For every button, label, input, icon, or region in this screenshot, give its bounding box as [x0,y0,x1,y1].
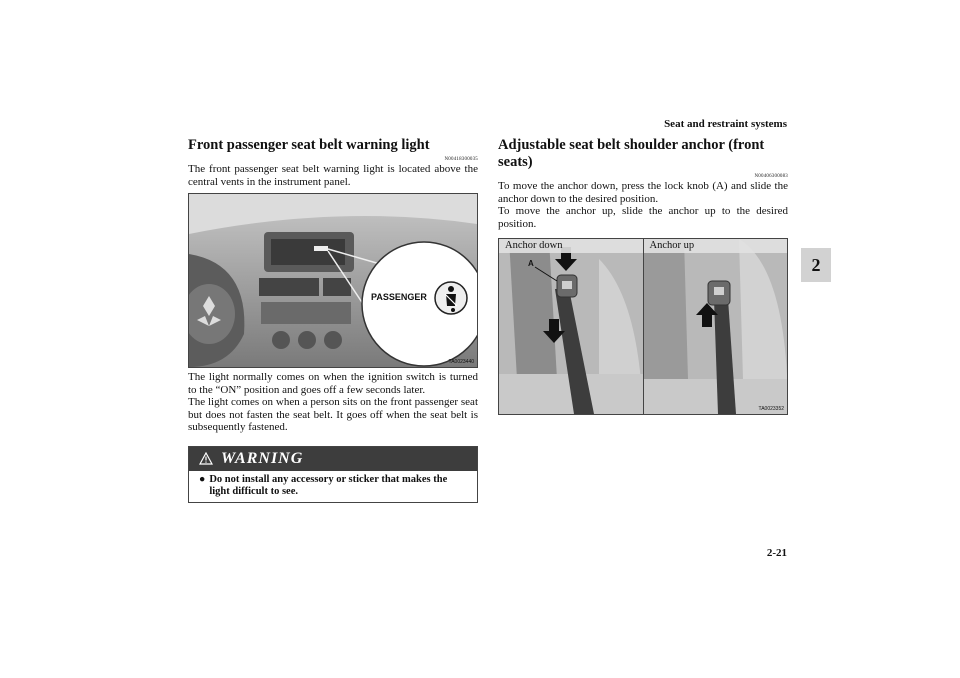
anchor-figure [498,238,788,415]
right-column [498,137,788,415]
left-column [188,137,478,503]
warning-triangle-icon [199,452,213,465]
anchor-up-label: Anchor up [644,239,788,253]
passenger-label: PASSENGER [371,292,427,302]
body-paragraph-1: The light normally comes on when the ignition switch is turned to the “ON” position and goes off a few seconds later. [188,371,478,396]
chapter-tab: 2 [801,248,831,282]
anchor-down-label: Anchor down [499,239,643,253]
intro-paragraph: The front passenger seat belt warning light is located above the central vents in the instrument panel. [188,163,478,188]
page-number: 2-21 [766,547,787,559]
body-paragraph-2: The light comes on when a person sits on the front passenger seat but does not fasten the seat belt. It goes off when the seat belt is subsequently fastened. [188,396,478,433]
figure-id: TA0023440 [448,359,474,365]
running-header: Seat and restraint systems [664,118,787,130]
section-code: N00406300083 [754,174,788,179]
bullet-icon: ● [199,473,206,485]
anchor-paragraph-2: To move the anchor up, slide the anchor up to the desired position. [498,205,788,230]
warning-text: Do not install any accessory or sticker that makes the light difficult to see. [209,473,448,497]
anchor-down-illustration [499,239,643,414]
section-heading-shoulder-anchor: Adjustable seat belt shoulder anchor (front seats) [498,137,765,170]
figure-id: TA0023352 [758,406,784,412]
anchor-up-illustration [644,239,788,414]
section-heading-warning-light: Front passenger seat belt warning light [188,137,430,153]
anchor-paragraph-1: To move the anchor down, press the lock knob (A) and slide the anchor down to the desired position. [498,180,788,205]
section-code: N00418300035 [444,157,478,162]
warning-box [188,446,478,503]
warning-item [189,471,477,502]
dashboard-illustration [189,194,477,367]
anchor-up-panel [643,239,788,414]
warning-title: WARNING [221,449,304,467]
warning-header [189,447,477,471]
dashboard-figure [188,193,478,368]
lock-knob-marker: A [528,259,534,268]
anchor-down-panel [499,239,643,414]
